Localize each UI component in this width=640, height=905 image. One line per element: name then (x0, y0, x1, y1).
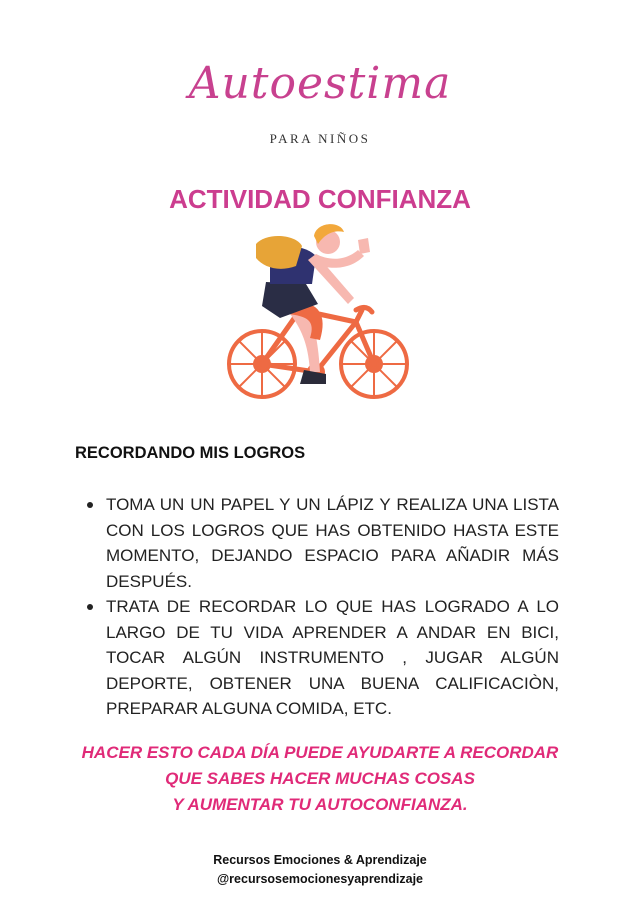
achievements-list (86, 492, 559, 722)
list-item: TOMA UN UN PAPEL Y UN LÁPIZ Y REALIZA UNA LISTA CON LOS LOGROS QUE HAS OBTENIDO HASTA ESTE MOMENTO, DEJANDO ESPACIO PARA AÑADIR MÁS DESPUÉS. (86, 492, 559, 594)
callout-line: QUE SABES HACER MUCHAS COSAS (165, 769, 475, 788)
footer-brand: Recursos Emociones & Aprendizaje (213, 853, 427, 867)
list-item: TRATA DE RECORDAR LO QUE HAS LOGRADO A LO LARGO DE TU VIDA APRENDER A ANDAR EN BICI, TOCAR ALGÚN INSTRUMENTO , JUGAR ALGÚN DEPORTE, OBTENER UNA BUENA CALIFICACIÒN, PREPARAR ALGUNA COMIDA, ETC. (86, 594, 559, 722)
bicycle-rider-icon (218, 222, 418, 412)
section-heading: RECORDANDO MIS LOGROS (75, 444, 306, 462)
footer (0, 851, 640, 889)
callout-message (20, 740, 620, 818)
page-title: Autoestima (188, 58, 452, 109)
callout-line: Y AUMENTAR TU AUTOCONFIANZA. (172, 795, 468, 814)
footer-handle: @recursosemocionesyaprendizaje (216, 872, 424, 886)
callout-line: HACER ESTO CADA DÍA PUEDE AYUDARTE A RECORDAR (81, 743, 559, 762)
activity-title: ACTIVIDAD CONFIANZA (169, 184, 471, 214)
page-subtitle: PARA NIÑOS (269, 131, 371, 146)
